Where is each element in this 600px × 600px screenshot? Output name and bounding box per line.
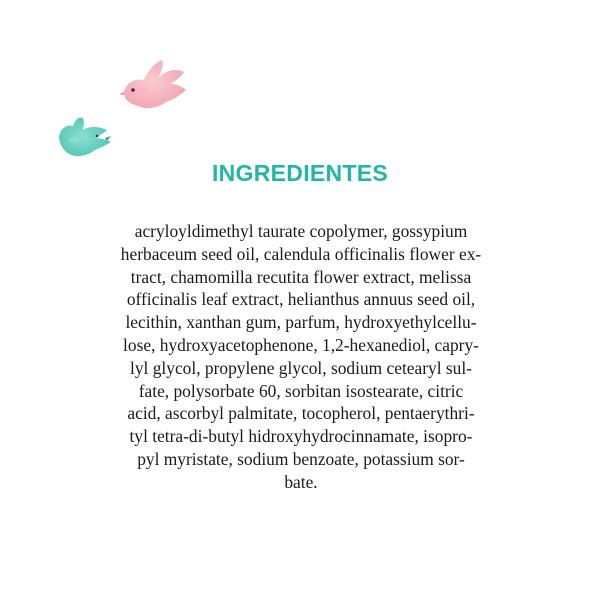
ingredients-line: acryloyldimethyl taurate copolymer, gossypium — [134, 221, 468, 241]
ingredients-line: bate. — [284, 471, 318, 492]
ingredients-line: herbaceum seed oil, calendula officinalis flower ex- — [120, 243, 482, 264]
ingredients-line: lecithin, xanthan gum, parfum, hydroxyethylcellu- — [125, 312, 477, 333]
ingredients-line: lyl glycol, propylene glycol, sodium cetearyl sul- — [130, 357, 472, 378]
ingredients-line: lose, hydroxyacetophenone, 1,2-hexanediol, capry- — [123, 334, 479, 355]
ingredients-line: officinalis leaf extract, helianthus annuus seed oil, — [126, 289, 476, 310]
ingredients-line: fate, polysorbate 60, sorbitan isostearate, citric — [138, 380, 464, 401]
pink-bird-icon — [118, 56, 188, 118]
ingredients-list — [80, 220, 522, 494]
ingredients-line: tyl tetra-di-butyl hidroxyhydrocinnamate, isopro- — [129, 426, 473, 447]
ingredients-line: pyl myristate, sodium benzoate, potassium sor- — [137, 448, 465, 469]
page-title: INGREDIENTES — [211, 160, 389, 186]
ingredients-line: tract, chamomilla recutita flower extract, melissa — [130, 266, 472, 287]
ingredients-line: acid, ascorbyl palmitate, tocopherol, pentaerythri- — [127, 403, 475, 424]
teal-bird-icon — [55, 114, 113, 162]
